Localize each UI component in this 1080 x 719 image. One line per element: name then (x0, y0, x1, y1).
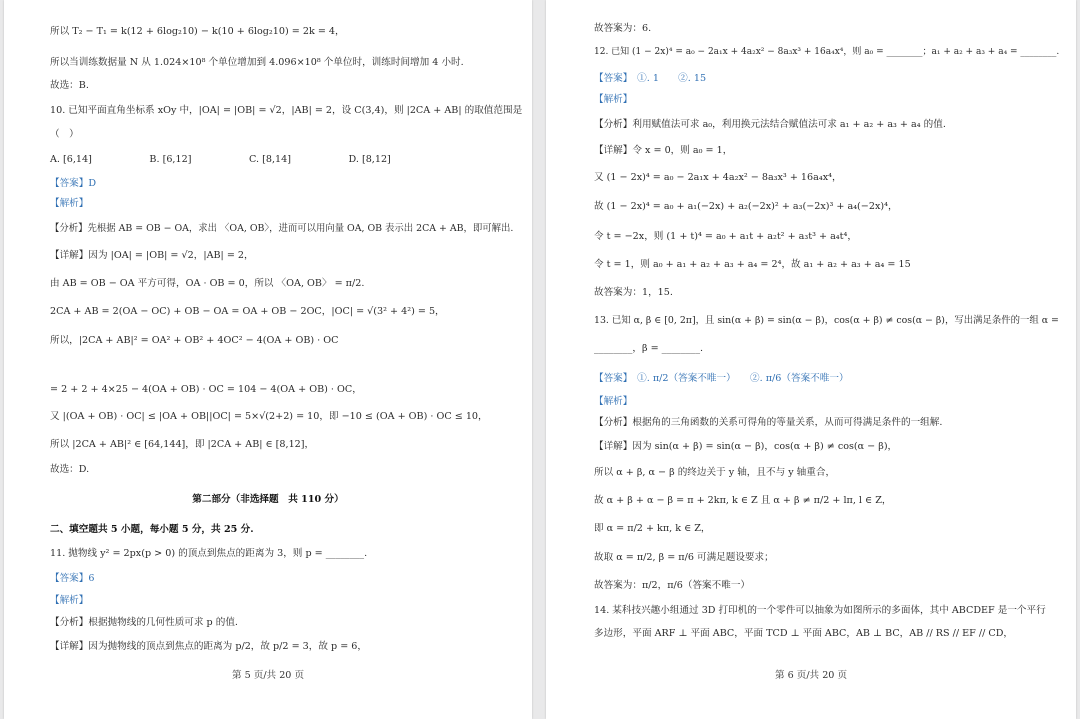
answer-tag: 【答案】D (50, 178, 97, 189)
text-line: ________，β = ________. (594, 343, 704, 354)
text-line: 【详解】因为 |OA| = |OB| = √2，|AB| = 2， (50, 250, 254, 261)
document-page-5 (4, 0, 532, 719)
text-line: 【分析】先根据 AB = OB − OA，求出 〈OA, OB〉，进而可以用向量 OA, OB 表示出 2CA + AB，即可解出. (50, 223, 514, 234)
text-line: 所以 |2CA + AB|² ∈ [64,144]，即 |2CA + AB| ∈ [8,12]， (50, 439, 315, 450)
text-line: 由 AB = OB − OA 平方可得，OA · OB = 0，所以 〈OA, OB〉 = π/2. (50, 278, 365, 289)
text-line: 所以 α + β, α − β 的终边关于 y 轴，且不与 y 轴重合， (594, 467, 836, 478)
analysis-tag: 【解析】 (50, 198, 89, 209)
text-line: 令 t = 1，则 a₀ + a₁ + a₂ + a₃ + a₄ = 2⁴，故 a₁ + a₂ + a₃ + a₄ = 15 (594, 259, 911, 270)
section-subheading: 二、填空题共 5 小题，每小题 5 分，共 25 分. (50, 524, 254, 535)
text-line: 故 (1 − 2x)⁴ = a₀ + a₁(−2x) + a₂(−2x)² + a₃(−2x)³ + a₄(−2x)⁴， (594, 201, 898, 212)
text-line: 即 α = π/2 + kπ, k ∈ Z， (594, 523, 711, 534)
answer-tag: 【答案】 ①. π/2（答案不唯一） ②. π/6（答案不唯一） (594, 373, 849, 384)
text-line: 【分析】根据角的三角函数的关系可得角的等量关系，从而可得满足条件的一组解. (594, 417, 943, 428)
text-line: 故选：B. (50, 80, 89, 91)
text-line: 所以 T₂ − T₁ = k(12 + 6log₂10) − k(10 + 6log₂10) = 2k = 4， (50, 26, 345, 37)
section-heading: 第二部分（非选择题 共 110 分） (192, 494, 344, 505)
answer-tag: 【答案】6 (50, 573, 95, 584)
text-line: 故答案为：6. (594, 23, 652, 34)
text-line: 【详解】令 x = 0，则 a₀ = 1， (594, 145, 733, 156)
question-14: 14. 某科技兴趣小组通过 3D 打印机的一个零件可以抽象为如图所示的多面体，其中 ABCDEF 是一个平行 (594, 605, 1046, 616)
text-line: 故选：D. (50, 464, 90, 475)
text-line: 所以当训练数据量 N 从 1.024×10⁸ 个单位增加到 4.096×10⁸ 个单位时，训练时间增加 4 小时. (50, 57, 464, 68)
text-line: 【详解】因为抛物线的顶点到焦点的距离为 p/2，故 p/2 = 3，故 p = 6， (50, 641, 367, 652)
document-page-6 (546, 0, 1076, 719)
text-line: 又 |(OA + OB) · OC| ≤ |OA + OB||OC| = 5×√(2+2) = 10，即 −10 ≤ (OA + OB) · OC ≤ 10， (50, 411, 488, 422)
text-line: 故答案为：1，15. (594, 287, 673, 298)
analysis-tag: 【解析】 (594, 94, 633, 105)
text-line: 令 t = −2x，则 (1 + t)⁴ = a₀ + a₁t + a₂t² + a₃t³ + a₄t⁴， (594, 231, 857, 242)
text-line: 【详解】因为 sin(α + β) = sin(α − β)，cos(α + β) ≠ cos(α − β)， (594, 441, 898, 452)
analysis-tag: 【解析】 (594, 396, 633, 407)
analysis-tag: 【解析】 (50, 595, 89, 606)
answer-tag: 【答案】 ①. 1 ②. 15 (594, 73, 707, 84)
text-line: 【分析】利用赋值法可求 a₀，利用换元法结合赋值法可求 a₁ + a₂ + a₃ + a₄ 的值. (594, 119, 946, 130)
text-line: 多边形，平面 ARF ⊥ 平面 ABC，平面 TCD ⊥ 平面 ABC，AB ⊥ BC，AB // RS // EF // CD， (594, 628, 1014, 639)
page-footer: 第 6 页/共 20 页 (774, 670, 848, 681)
text-line: 故取 α = π/2, β = π/6 可满足题设要求； (594, 552, 774, 563)
text-line: 故答案为：π/2，π/6（答案不唯一） (594, 580, 751, 591)
question-10: 10. 已知平面直角坐标系 xOy 中，|OA| = |OB| = √2，|AB| = 2，设 C(3,4)，则 |2CA + AB| 的取值范围是 (50, 105, 523, 116)
text-line: 故 α + β + α − β = π + 2kπ, k ∈ Z 且 α + β ≠ π/2 + lπ, l ∈ Z， (594, 495, 892, 506)
text-line: = 2 + 2 + 4×25 − 4(OA + OB) · OC = 104 − 4(OA + OB) · OC， (50, 384, 362, 395)
text-line: （ ） (50, 129, 79, 140)
text-line: 【分析】根据抛物线的几何性质可求 p 的值. (50, 617, 238, 628)
question-12: 12. 已知 (1 − 2x)⁴ = a₀ − 2a₁x + 4a₂x² − 8a₃x³ + 16a₄x⁴，则 a₀ = ________；a₁ + a₂ + a₃ + a₄ = ________. (594, 47, 1060, 57)
question-11: 11. 抛物线 y² = 2px(p > 0) 的顶点到焦点的距离为 3，则 p = ________. (50, 548, 368, 559)
text-line: 所以，|2CA + AB|² = OA² + OB² + 4OC² − 4(OA + OB) · OC (50, 335, 339, 346)
page-footer: 第 5 页/共 20 页 (231, 670, 305, 681)
text-line: 又 (1 − 2x)⁴ = a₀ − 2a₁x + 4a₂x² − 8a₃x³ + 16a₄x⁴， (594, 172, 842, 183)
choices-line: A. [6,14] B. [6,12] C. [8,14] D. [8,12] (50, 154, 391, 165)
text-line: 2CA + AB = 2(OA − OC) + OB − OA = OA + OB − 2OC，|OC| = √(3² + 4²) = 5， (50, 306, 445, 317)
question-13: 13. 已知 α, β ∈ [0, 2π]，且 sin(α + β) = sin(α − β)，cos(α + β) ≠ cos(α − β)，写出满足条件的一组 α = (594, 315, 1059, 326)
